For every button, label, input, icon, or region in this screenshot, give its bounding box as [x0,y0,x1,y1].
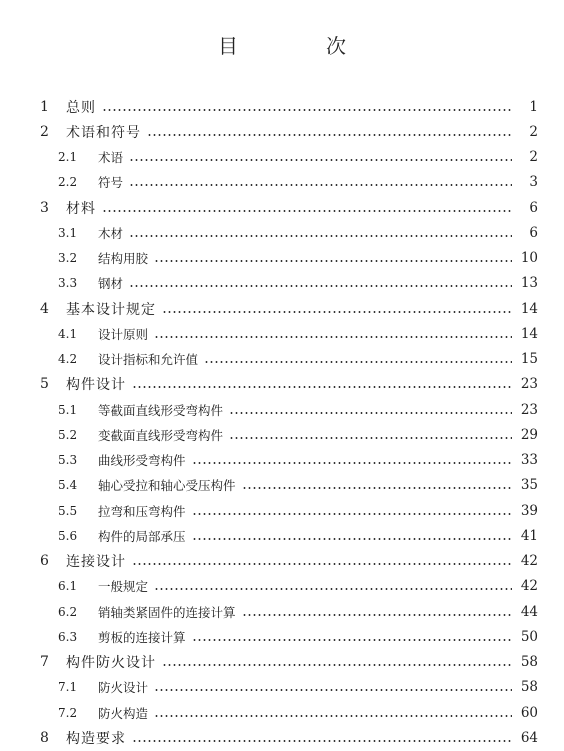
entry-number: 3.3 [58,276,78,291]
toc-chapter-entry[interactable] [36,195,538,220]
dot-leader [162,664,512,666]
dot-leader [132,740,512,742]
dot-leader [192,462,512,464]
toc-chapter-entry[interactable] [36,725,538,750]
entry-title: 术语和符号 [66,124,141,141]
dot-leader [132,386,512,388]
dot-leader [154,689,512,691]
entry-page-number: 58 [520,654,538,671]
dot-leader [192,513,512,515]
entry-page-number: 1 [529,98,538,115]
entry-page-number: 29 [520,426,538,443]
toc-section-entry[interactable] [36,220,538,245]
entry-title: 曲线形受弯构件 [98,453,186,469]
entry-page-number: 2 [529,149,538,166]
dot-leader [102,109,512,111]
entry-number: 1 [40,98,49,115]
entry-number: 3.2 [58,251,78,266]
entry-page-number: 39 [520,502,538,519]
entry-page-number: 6 [529,199,538,216]
entry-title: 防火构造 [98,705,149,721]
entry-number: 7.1 [58,680,78,695]
toc-section-entry[interactable] [36,448,538,473]
entry-page-number: 23 [520,401,538,418]
dot-leader [132,563,512,565]
entry-title: 构造要求 [66,730,126,747]
dot-leader [154,715,512,717]
entry-title: 基本设计规定 [66,301,156,318]
entry-number: 5.4 [58,478,78,493]
entry-number: 3.1 [58,225,78,240]
entry-number: 5.5 [58,503,78,518]
toc-section-entry[interactable] [36,170,538,195]
dot-leader [154,260,512,262]
toc-section-entry[interactable] [36,574,538,599]
entry-number: 8 [40,729,49,746]
entry-title: 拉弯和压弯构件 [98,503,186,519]
entry-title: 构件设计 [66,377,126,394]
entry-page-number: 15 [520,351,538,368]
entry-title: 轴心受拉和轴心受压构件 [98,478,236,494]
dot-leader [129,184,512,186]
dot-leader [192,538,512,540]
toc-section-entry[interactable] [36,473,538,498]
entry-page-number: 14 [520,300,538,317]
entry-number: 5.3 [58,453,78,468]
entry-page-number: 13 [520,275,538,292]
dot-leader [242,614,512,616]
toc-chapter-entry[interactable] [36,372,538,397]
entry-number: 5.6 [58,528,78,543]
entry-title: 设计指标和允许值 [98,352,199,368]
entry-page-number: 44 [520,603,538,620]
toc-chapter-entry[interactable] [36,296,538,321]
entry-page-number: 50 [520,628,538,645]
entry-title: 一般规定 [98,579,149,595]
dot-leader [154,588,512,590]
entry-title: 构件的局部承压 [98,528,186,544]
dot-leader [242,487,512,489]
entry-number: 4 [40,300,49,317]
toc-chapter-entry[interactable] [36,549,538,574]
dot-leader [129,285,512,287]
entry-page-number: 58 [520,679,538,696]
entry-title: 钢材 [98,276,124,292]
toc-section-entry[interactable] [36,397,538,422]
toc-section-entry[interactable] [36,145,538,170]
entry-number: 2.1 [58,150,78,165]
dot-leader [147,134,512,136]
entry-page-number: 60 [520,704,538,721]
entry-title: 材料 [66,200,96,217]
entry-number: 6 [40,553,49,570]
entry-title: 等截面直线形受弯构件 [98,402,224,418]
entry-number: 7.2 [58,705,78,720]
toc-chapter-entry[interactable] [36,650,538,675]
entry-number: 2.2 [58,175,78,190]
dot-leader [162,311,512,313]
entry-number: 4.2 [58,352,78,367]
toc-section-entry[interactable] [36,321,538,346]
entry-title: 销轴类紧固件的连接计算 [98,604,236,620]
entry-page-number: 14 [520,325,538,342]
toc-section-entry[interactable] [36,599,538,624]
entry-page-number: 33 [520,452,538,469]
toc-section-entry[interactable] [36,675,538,700]
toc-chapter-entry[interactable] [36,94,538,119]
page-title: 目 次 [218,34,380,58]
toc-section-entry[interactable] [36,624,538,649]
entry-page-number: 3 [529,174,538,191]
entry-page-number: 42 [520,553,538,570]
entry-page-number: 41 [520,527,538,544]
entry-number: 5 [40,376,49,393]
toc-section-entry[interactable] [36,422,538,447]
toc-chapter-entry[interactable] [36,119,538,144]
dot-leader [204,361,512,363]
entry-page-number: 6 [529,224,538,241]
entry-title: 构件防火设计 [66,655,156,672]
toc-section-entry[interactable] [36,246,538,271]
entry-number: 6.2 [58,604,78,619]
entry-title: 总则 [66,99,96,116]
entry-title: 术语 [98,150,124,166]
entry-page-number: 64 [520,729,538,746]
entry-title: 变截面直线形受弯构件 [98,427,224,443]
toc-section-entry[interactable] [36,498,538,523]
entry-title: 连接设计 [66,554,126,571]
entry-page-number: 10 [520,250,538,267]
entry-number: 4.1 [58,326,78,341]
toc-section-entry[interactable] [36,271,538,296]
toc-list [36,94,538,751]
entry-number: 6.3 [58,629,78,644]
entry-number: 6.1 [58,579,78,594]
toc-section-entry[interactable] [36,700,538,725]
toc-section-entry[interactable] [36,523,538,548]
dot-leader [154,336,512,338]
entry-title: 木材 [98,225,124,241]
entry-page-number: 2 [529,123,538,140]
entry-number: 2 [40,123,49,140]
dot-leader [129,159,512,161]
dot-leader [192,639,512,641]
entry-page-number: 23 [520,376,538,393]
entry-number: 3 [40,199,49,216]
entry-title: 剪板的连接计算 [98,629,186,645]
entry-title: 符号 [98,175,124,191]
entry-number: 7 [40,654,49,671]
dot-leader [229,412,512,414]
entry-page-number: 35 [520,477,538,494]
entry-page-number: 42 [520,578,538,595]
entry-number: 5.1 [58,402,78,417]
toc-section-entry[interactable] [36,347,538,372]
entry-title: 设计原则 [98,326,149,342]
entry-title: 防火设计 [98,680,149,696]
dot-leader [129,235,512,237]
dot-leader [229,437,512,439]
dot-leader [102,210,512,212]
entry-title: 结构用胶 [98,251,149,267]
entry-number: 5.2 [58,427,78,442]
